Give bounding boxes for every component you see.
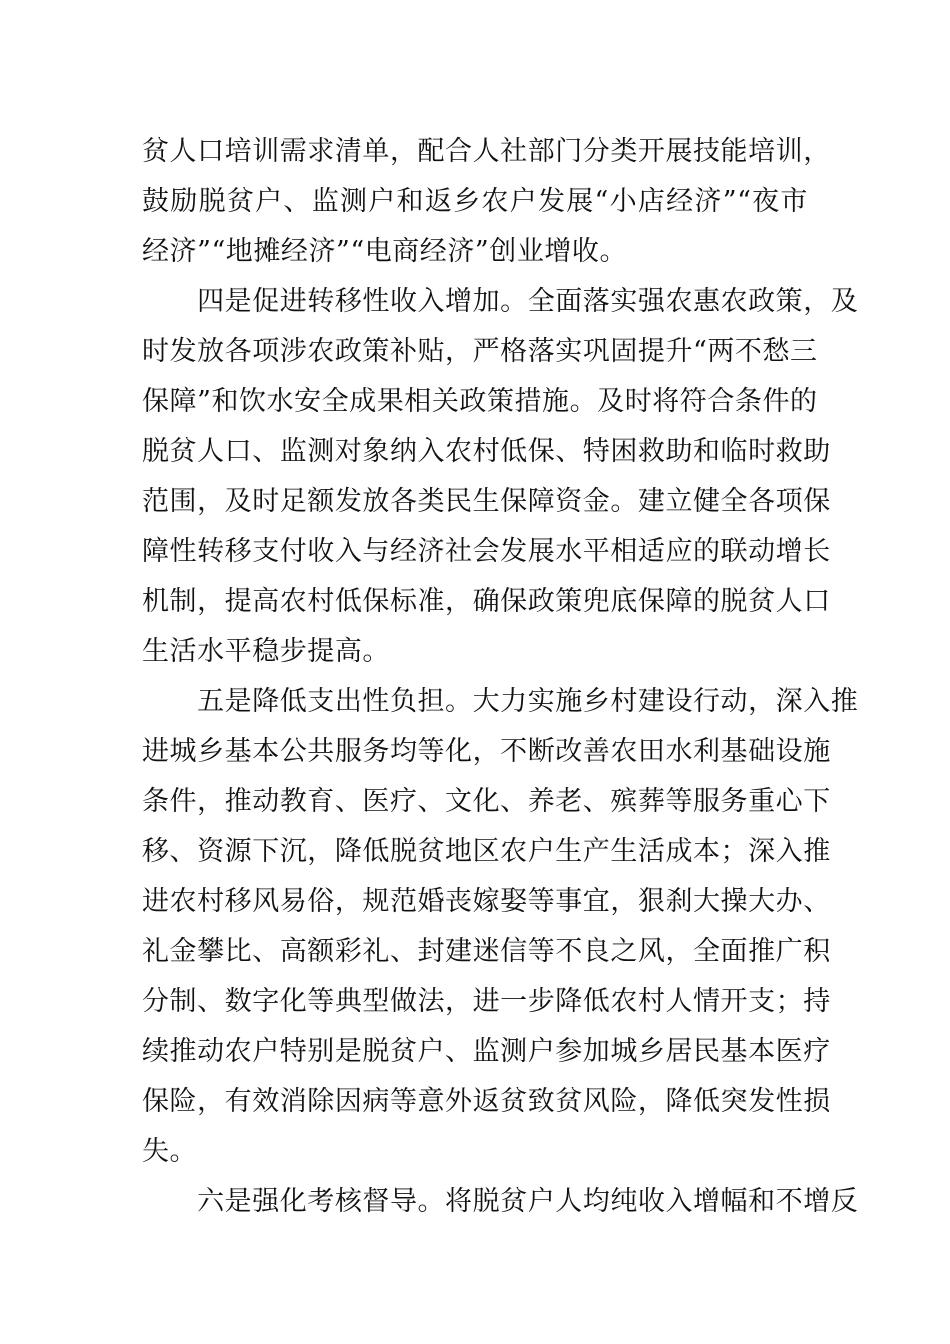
text-line: 分制、数字化等典型做法，进一步降低农村人情开支；持 [142, 986, 831, 1017]
text-line: 进农村移风易俗，规范婚丧嫁娶等事宜，狠刹大操大办、 [142, 886, 831, 917]
text-line: 障性转移支付收入与经济社会发展水平相适应的联动增长 [142, 536, 831, 567]
text-line: 机制，提高农村低保标准，确保政策兜底保障的脱贫人口 [142, 586, 831, 617]
paragraph-1 [142, 127, 831, 277]
text-line: 贫人口培训需求清单，配合人社部门分类开展技能培训， [142, 136, 831, 167]
text-line: 范围，及时足额发放各类民生保障资金。建立健全各项保 [142, 486, 831, 517]
text-line: 经济”“地摊经济”“电商经济”创业增收。 [142, 236, 628, 267]
text-line: 保险，有效消除因病等意外返贫致贫风险，降低突发性损 [142, 1086, 831, 1117]
text-line: 鼓励脱贫户、监测户和返乡农户发展“小店经济”“夜市 [142, 186, 808, 217]
text-line: 进城乡基本公共服务均等化，不断改善农田水利基础设施 [142, 736, 831, 767]
paragraph-4 [142, 1177, 859, 1227]
text-line: 条件，推动教育、医疗、文化、养老、殡葬等服务重心下 [142, 786, 831, 817]
text-line: 失。 [142, 1136, 198, 1167]
text-line: 四是促进转移性收入增加。全面落实强农惠农政策，及 [142, 286, 859, 317]
body-text [142, 127, 859, 1227]
text-line: 五是降低支出性负担。大力实施乡村建设行动，深入推 [142, 686, 859, 717]
text-line: 六是强化考核督导。将脱贫户人均纯收入增幅和不增反 [142, 1186, 859, 1217]
text-line: 时发放各项涉农政策补贴，严格落实巩固提升“两不愁三 [142, 336, 818, 367]
text-line: 生活水平稳步提高。 [142, 636, 390, 667]
text-line: 移、资源下沉，降低脱贫地区农户生产生活成本；深入推 [142, 836, 831, 867]
paragraph-2 [142, 277, 859, 677]
text-line: 礼金攀比、高额彩礼、封建迷信等不良之风，全面推广积 [142, 936, 831, 967]
paragraph-3 [142, 677, 859, 1177]
text-line: 续推动农户特别是脱贫户、监测户参加城乡居民基本医疗 [142, 1036, 831, 1067]
text-line: 脱贫人口、监测对象纳入农村低保、特困救助和临时救助 [142, 436, 831, 467]
text-line: 保障”和饮水安全成果相关政策措施。及时将符合条件的 [142, 386, 818, 417]
